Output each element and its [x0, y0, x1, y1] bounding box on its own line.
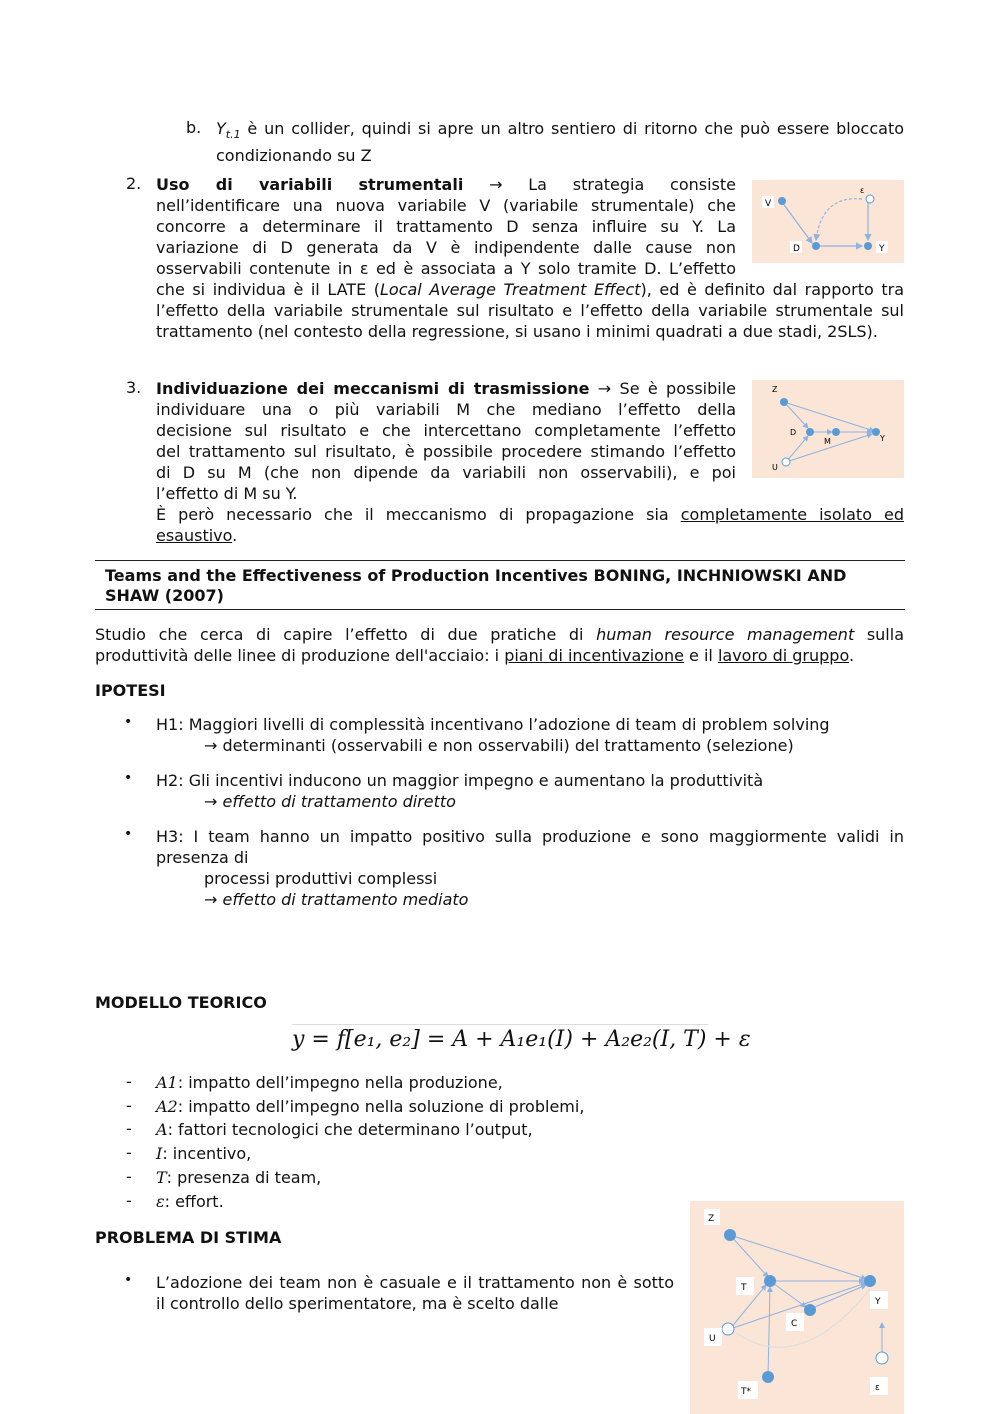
- node-e: [876, 1352, 888, 1364]
- def-text-3: : incentivo,: [162, 1144, 252, 1163]
- hyp-1-text: H1: Maggiori livelli di complessità incentivano l’adozione di team di problem solving: [156, 715, 830, 734]
- node-d: [806, 428, 814, 436]
- var-y-sub: t.1: [225, 128, 241, 142]
- def-text-2: : fattori tecnologici che determinano l’output,: [167, 1120, 533, 1139]
- def-dash-5: -: [126, 1191, 132, 1210]
- def-sym-4: T: [156, 1168, 167, 1187]
- item2-head-block: [156, 174, 736, 279]
- def-item-0: [156, 1072, 503, 1093]
- mediation-diagram: [752, 380, 904, 478]
- item3-note-pre: È però necessario che il meccanismo di propagazione sia: [156, 505, 681, 524]
- def-dash-3: -: [126, 1143, 132, 1162]
- item2-line-0-text: → La strategia consiste: [489, 175, 737, 194]
- ipotesi-heading: IPOTESI: [95, 681, 166, 700]
- def-item-5: [156, 1191, 224, 1212]
- def-dash-2: -: [126, 1119, 132, 1138]
- node-m: [832, 428, 840, 436]
- node-u: [782, 458, 790, 466]
- def-sym-2: A: [156, 1120, 168, 1139]
- hyp-3-arrow: → effetto di trattamento mediato: [204, 890, 469, 909]
- stima-text: L’adozione dei team non è casuale e il trattamento non è sotto il controllo dello sperimentatore, ma è scelto dalle: [156, 1273, 674, 1313]
- label-y: Y: [875, 1297, 881, 1307]
- item-b-body: è un collider, quindi si apre un altro sentiero di ritorno che può essere bloccato condizionando su Z: [216, 119, 904, 166]
- item2-line-2: concorre a determinare il trattamento D senza influire su Y. La: [156, 217, 736, 236]
- item3-title: Individuazione dei meccanismi di trasmissione: [156, 379, 590, 398]
- label-t: T: [741, 1283, 747, 1293]
- label-m: M: [824, 437, 831, 446]
- label-v: V: [765, 199, 772, 209]
- node-d: [812, 242, 820, 250]
- item2-line-0: [156, 174, 736, 195]
- def-sym-1: A2: [156, 1097, 178, 1116]
- label-u: U: [709, 1334, 716, 1344]
- hyp-3-text: H3: I team hanno un impatto positivo sulla produzione e sono maggiormente validi in presenza di: [156, 827, 904, 867]
- def-dash-4: -: [126, 1167, 132, 1186]
- def-dash-0: -: [126, 1072, 132, 1091]
- def-sym-0: A1: [156, 1073, 178, 1092]
- mediation-diagram-svg: [752, 380, 904, 478]
- list-marker-b: b.: [186, 118, 202, 137]
- node-z: [780, 398, 788, 406]
- item3-line-2: decisione sul risultato e che intercettano completamente l’effetto: [156, 421, 736, 440]
- intro-pre: Studio che cerca di capire l’effetto di due pratiche di: [95, 625, 597, 644]
- item3-line-5: l’effetto di M su Y.: [156, 484, 298, 503]
- node-v: [778, 197, 786, 205]
- node-e: [866, 195, 874, 203]
- hyp-1-arrow: → determinanti (osservabili e non osservabili) del trattamento (selezione): [204, 736, 794, 755]
- bullet-h3: •: [124, 826, 133, 842]
- label-u: U: [772, 463, 778, 472]
- node-t: [764, 1275, 776, 1287]
- item2-line-4: osservabili contenute in ε ed è associata a Y solo tramite D. L’effetto: [156, 259, 736, 278]
- label-tstar: T*: [741, 1387, 751, 1397]
- item3-note-post: .: [232, 526, 238, 545]
- item3-head-block: [156, 378, 736, 504]
- intro-underline-teamwork: lavoro di gruppo: [717, 646, 849, 665]
- intro-and: e il: [683, 646, 718, 665]
- def-text-5: : effort.: [164, 1192, 224, 1211]
- modello-heading: MODELLO TEORICO: [95, 993, 267, 1012]
- section-rule-top: [95, 560, 905, 561]
- item2-line-3: variazione di D generata da V è indipendente dalle cause non: [156, 238, 736, 257]
- item2-rest-post: ), ed è definito dal rapporto tra l’effetto della variabile strumentale sul risultato e l’effetto della variabile strumentale sul trattamento (nel contesto della regressione, si usano i minimi quadrati a due stadi, 2SLS).: [156, 280, 905, 341]
- item2-line-1: nell’identificare una nuova variabile V (variabile strumentale) che: [156, 196, 736, 215]
- item3-line-1: individuare una o più variabili M che mediano l’effetto della: [156, 400, 736, 419]
- node-y: [864, 242, 872, 250]
- item2-rest: [156, 279, 904, 342]
- team-diagram-svg: [690, 1201, 904, 1414]
- def-sym-3: I: [156, 1144, 163, 1163]
- node-u: [722, 1323, 734, 1335]
- node-y: [864, 1275, 876, 1287]
- hyp-3-cont: processi produttivi complessi: [204, 869, 438, 888]
- def-item-4: [156, 1167, 321, 1188]
- section-rule-bottom: [95, 609, 905, 610]
- label-c: C: [791, 1319, 798, 1329]
- label-y: Y: [880, 434, 885, 443]
- team-diagram: [690, 1201, 904, 1414]
- edge-e-d: [816, 199, 862, 240]
- label-z: Z: [772, 385, 778, 394]
- item3-note-underline: completamente isolato ed esaustivo: [156, 505, 904, 545]
- iv-diagram-svg: [752, 180, 904, 263]
- item3-line-0: [156, 378, 736, 399]
- list-marker-2: 2.: [126, 174, 142, 193]
- intro-italic: human resource management: [596, 625, 855, 644]
- item3-line-0-text: → Se è possibile: [597, 379, 736, 398]
- intro-paragraph: [95, 624, 904, 666]
- intro-underline-incentives: piani di incentivazione: [504, 646, 684, 665]
- model-formula: y = f[e₁, e₂] = A + A₁e₁(I) + A₂e₂(I, T) + ε: [292, 1024, 708, 1058]
- item3-note: [156, 504, 904, 546]
- def-item-2: [156, 1119, 533, 1140]
- node-tstar: [762, 1371, 774, 1383]
- edge-v-d: [782, 202, 812, 243]
- iv-diagram: [752, 180, 904, 263]
- section-title: Teams and the Effectiveness of Production Incentives BONING, INCHNIOWSKI AND SHAW (2007): [105, 566, 847, 605]
- item3-line-4: di D su M (che non dipende da variabili non osservabili), e poi: [156, 463, 736, 482]
- intro-mid: sulla produttività delle linee di produzione dell'acciaio: i: [95, 625, 904, 665]
- list-marker-3: 3.: [126, 378, 142, 397]
- item2-rest-pre: che si individua è il LATE (: [156, 280, 380, 299]
- def-text-4: : presenza di team,: [166, 1168, 322, 1187]
- item3-line-3: del trattamento sul risultato, è possibile procedere stimando l’effetto: [156, 442, 736, 461]
- def-text-1: : impatto dell’impegno nella soluzione di problemi,: [177, 1097, 585, 1116]
- def-item-3: [156, 1143, 251, 1164]
- bullet-stima: •: [124, 1272, 133, 1288]
- label-e: ε: [875, 1383, 880, 1393]
- def-dash-1: -: [126, 1096, 132, 1115]
- var-y: Y: [216, 119, 226, 138]
- label-z: Z: [708, 1214, 715, 1224]
- hyp-2-text: H2: Gli incentivi inducono un maggior impegno e aumentano la produttività: [156, 771, 764, 790]
- node-c: [804, 1304, 816, 1316]
- bullet-h1: •: [124, 714, 133, 730]
- item2-late: Local Average Treatment Effect: [380, 280, 641, 299]
- def-sym-5: ε: [156, 1192, 165, 1211]
- label-d: D: [790, 428, 797, 437]
- label-e: ε: [860, 186, 865, 195]
- node-y: [872, 428, 880, 436]
- def-text-0: : impatto dell’impegno nella produzione,: [177, 1073, 503, 1092]
- item-b-text: [216, 118, 904, 166]
- bullet-h2: •: [124, 770, 133, 786]
- node-z: [724, 1229, 736, 1241]
- label-y: Y: [879, 244, 885, 254]
- stima-heading: PROBLEMA DI STIMA: [95, 1228, 282, 1247]
- intro-end: .: [848, 646, 855, 665]
- hyp-2-arrow: → effetto di trattamento diretto: [204, 792, 456, 811]
- label-d: D: [793, 244, 800, 254]
- item2-title: Uso di variabili strumentali: [156, 175, 464, 194]
- def-item-1: [156, 1096, 584, 1117]
